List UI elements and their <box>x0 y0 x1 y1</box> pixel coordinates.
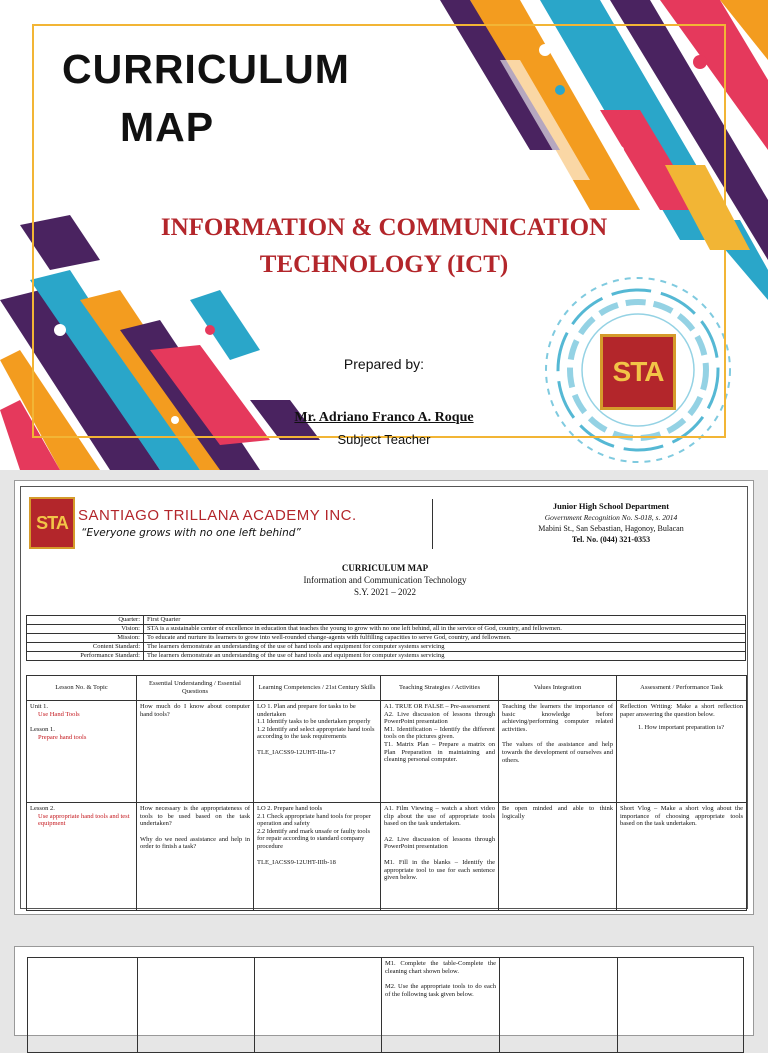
assessment-cell <box>617 701 747 803</box>
lesson-number: Lesson 2. <box>30 805 55 812</box>
info-value: STA is a sustainable center of excellence in education that teaches the young to grow with no one left behind, all in the service of God, country, and fellowmen. <box>144 625 746 634</box>
strategy-text: A2. Live discussion of lessons through PowerPoint presentation <box>384 835 495 851</box>
teacher-role: Subject Teacher <box>337 432 431 447</box>
values-cell <box>499 701 617 803</box>
curriculum-map-page <box>14 480 754 915</box>
info-label: Mission: <box>27 634 144 643</box>
info-value: First Quarter <box>144 616 746 625</box>
column-header: Lesson No. & Topic <box>27 676 137 701</box>
lesson-cell <box>27 803 137 911</box>
strategy-text: A1. Film Viewing – watch a short video clip about the use of appropriate tools based on the task undertaken. <box>384 805 495 828</box>
column-header: Teaching Strategies / Activities <box>381 676 499 701</box>
info-label: Quarter: <box>27 616 144 625</box>
strategy-text: M2. Use the appropriate tools to do each of the following task given below. <box>385 983 496 998</box>
info-value: The learners demonstrate an understanding of the use of hand tools and equipment for computer systems servicing <box>144 643 746 652</box>
info-label: Performance Standard: <box>27 652 144 661</box>
document-title: CURRICULUM MAP <box>341 563 429 573</box>
assessment-text: Reflection Writing: Make a short reflection paper answering the question below. <box>620 703 743 718</box>
table-row <box>27 701 747 803</box>
column-header: Assessment / Performance Task <box>617 676 747 701</box>
department-name: Junior High School Department <box>552 501 670 511</box>
column-header: Essential Understanding / Essential Questions <box>137 676 254 701</box>
column-header: Values Integration <box>499 676 617 701</box>
header-logo-text: STA <box>36 512 68 533</box>
cover-page <box>0 0 768 470</box>
info-row <box>27 634 746 643</box>
school-telephone: Tel. No. (044) 321-0353 <box>571 535 651 544</box>
lesson-cell <box>28 958 138 1053</box>
table-row <box>28 958 744 1053</box>
essential-question-cell <box>137 803 254 911</box>
school-logo-text: STA <box>612 356 664 387</box>
values-cell: Be open minded and able to think logically <box>499 803 617 911</box>
lesson-topic: Use appropriate hand tools and test equipment <box>38 812 130 828</box>
info-row <box>27 616 746 625</box>
competencies-cell <box>254 701 381 803</box>
school-name: SANTIAGO TRILLANA ACADEMY INC. <box>78 507 357 524</box>
competencies-text: LO 2. Prepare hand tools 2.1 Check appropriate hand tools for proper operation and safety 2.2 Identify and mark unsafe or faulty tools for repair according to standard company procedure <box>257 805 371 850</box>
school-motto: “Everyone grows with no one left behind” <box>81 527 301 539</box>
unit-topic: Use Hand Tools <box>38 710 80 718</box>
school-address: Mabini St., San Sebastian, Hagonoy, Bulacan <box>538 524 684 533</box>
continuation-table <box>27 957 744 1053</box>
strategy-text: M1. Complete the table-Complete the cleaning chart shown below. <box>385 960 496 975</box>
values-text: Teaching the learners the importance of basic knowledge before achieving/performing computer related activities. <box>502 703 613 733</box>
info-value: To educate and nurture its learners to grow into well-rounded change-agents with fulfilling capacities to serve God, country, and fellowmen. <box>144 634 746 643</box>
info-label: Vision: <box>27 625 144 634</box>
info-label: Content Standard: <box>27 643 144 652</box>
table-row <box>27 803 747 911</box>
page-border <box>20 486 748 909</box>
curriculum-table <box>26 675 747 911</box>
document-subject: Information and Communication Technology <box>303 575 467 585</box>
lesson-cell <box>27 701 137 803</box>
info-row <box>27 643 746 652</box>
prepared-by-label: Prepared by: <box>343 356 425 372</box>
school-logo <box>600 334 676 410</box>
essential-question-cell: How much do I know about computer hand tools? <box>137 701 254 803</box>
assessment-cell: Short Vlog – Make a short vlog about the importance of choosing appropriate tools based on the task undertaken. <box>617 803 747 911</box>
subject-title-line1: INFORMATION & COMMUNICATION <box>160 214 608 241</box>
values-cell <box>500 958 618 1053</box>
strategies-cell <box>382 958 500 1053</box>
lesson-number: Lesson 1. <box>30 726 55 734</box>
strategy-text: M1. Fill in the blanks – Identify the appropriate tool to use for each sentence given below. <box>384 858 495 882</box>
header-logo <box>29 497 75 549</box>
teacher-name: Mr. Adriano Franco A. Roque <box>294 410 474 425</box>
assessment-cell <box>618 958 744 1053</box>
government-recognition: Government Recognition No. S-018, s. 2014 <box>544 513 678 522</box>
lesson-topic: Prepare hand tools <box>38 733 87 741</box>
strategies-cell: A1. TRUE OR FALSE – Pre-assessment A2. Live discussion of lessons through PowerPoint presentation M1. Identification – Identify the different tools on the pictures given. T1. Matrix Plan – Prepare a matrix on Plan Preparation in maintaining and cleaning personal computer. <box>381 701 499 803</box>
cover-title-line2: MAP <box>120 104 215 150</box>
essential-question: Why do we need assistance and help in order to finish a task? <box>140 835 250 851</box>
info-row <box>27 652 746 661</box>
assessment-item: 1. How important preparation is? <box>638 724 725 732</box>
essential-question-cell <box>138 958 255 1053</box>
header-divider <box>432 499 433 549</box>
strategies-cell <box>381 803 499 911</box>
unit-number: Unit 1. <box>30 703 49 710</box>
competency-code: TLE_IACSS9-12UHT-IIIa-17 <box>257 748 336 756</box>
subject-title-line2: TECHNOLOGY (ICT) <box>259 251 509 278</box>
info-table <box>26 615 746 661</box>
cover-title-line1: CURRICULUM <box>62 46 350 92</box>
school-year: S.Y. 2021 – 2022 <box>353 587 417 597</box>
competencies-text: LO 1. Plan and prepare for tasks to be undertaken 1.1 Identify tasks to be undertaken properly 1.2 Identify and select appropriate hand tools according to the task requirements <box>257 703 375 741</box>
competencies-cell <box>254 803 381 911</box>
essential-question: How necessary is the appropriateness of tools to be used based on the task undertaken? <box>140 805 250 828</box>
competencies-cell <box>255 958 382 1053</box>
info-value: The learners demonstrate an understanding of the use of hand tools and equipment for computer systems servicing <box>144 652 746 661</box>
column-header: Learning Competencies / 21st Century Skills <box>254 676 381 701</box>
continuation-page <box>14 946 754 1036</box>
competency-code: TLE_IACSS9-12UHT-IIIb-18 <box>257 858 336 866</box>
info-row <box>27 625 746 634</box>
values-text: The values of the assistance and help towards the development of ourselves and others. <box>502 741 613 764</box>
table-header-row <box>27 676 747 701</box>
